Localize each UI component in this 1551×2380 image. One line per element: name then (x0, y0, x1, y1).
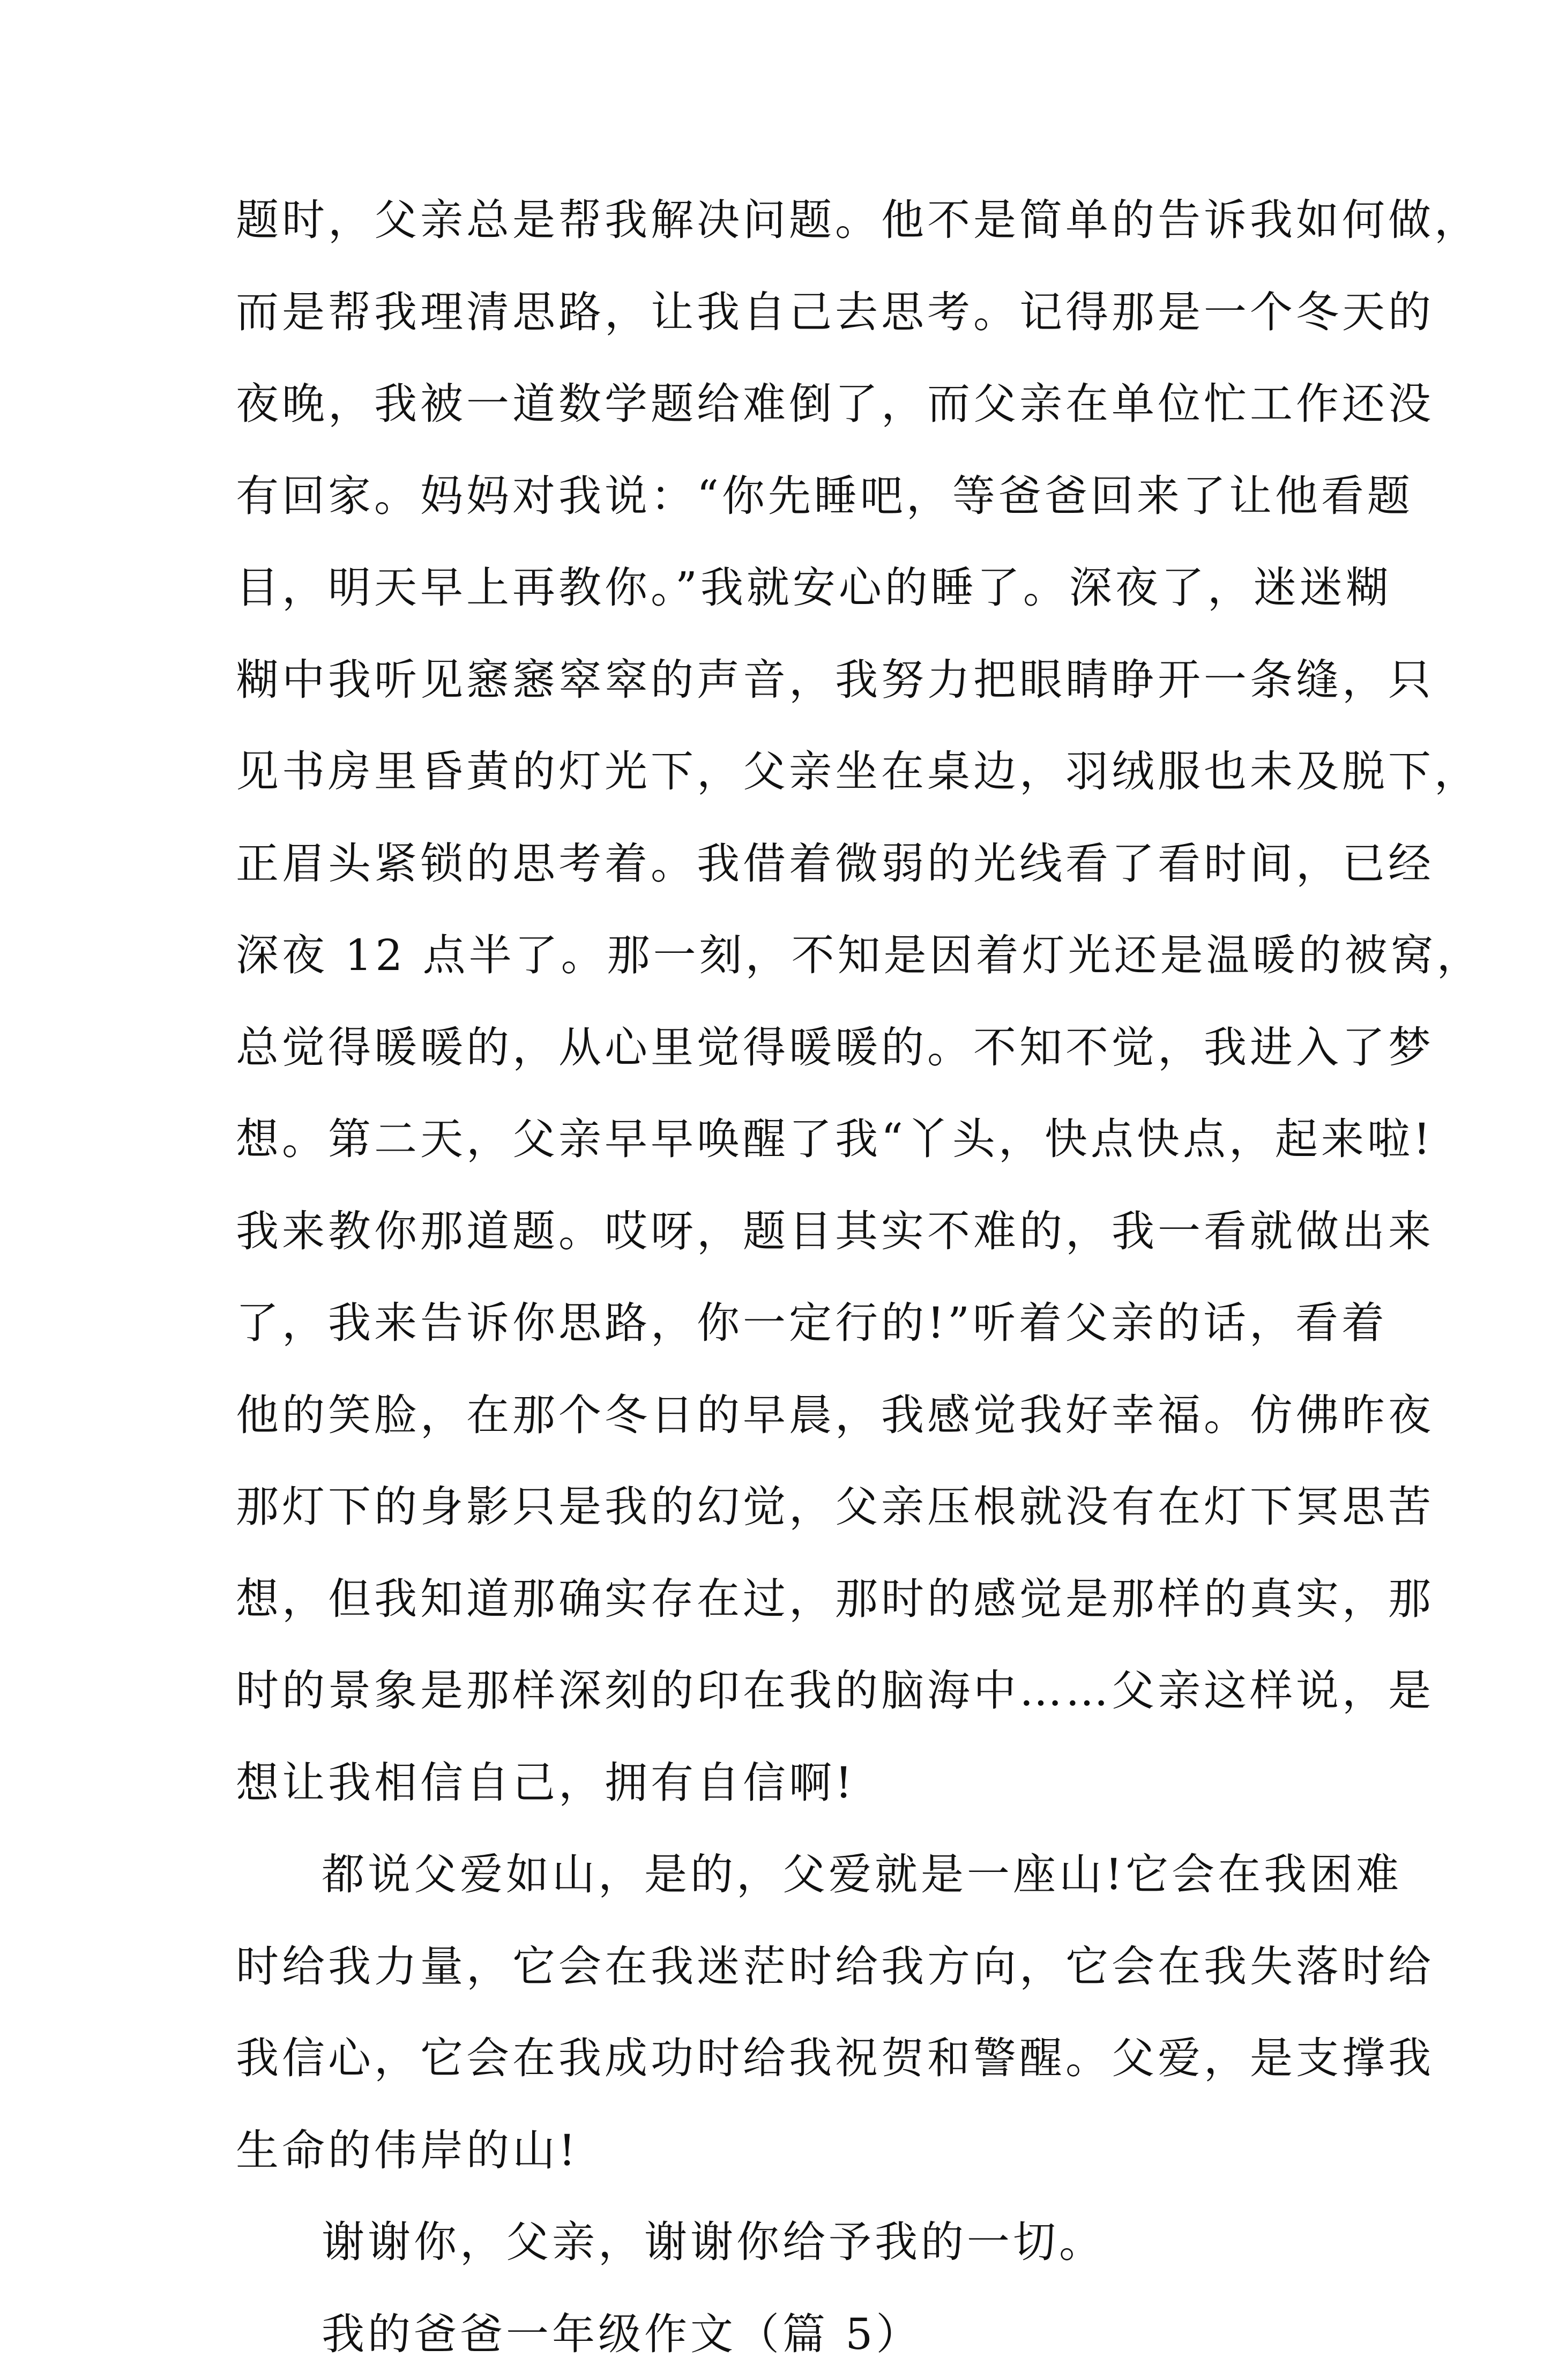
text-line: 那灯下的身影只是我的幻觉，父亲压根就没有在灯下冥思苦 (236, 1461, 1324, 1553)
text-line: 目，明天早上再教你。”我就安心的睡了。深夜了，迷迷糊 (236, 542, 1324, 634)
text-line: 他的笑脸，在那个冬日的早晨，我感觉我好幸福。仿佛昨夜 (236, 1369, 1324, 1461)
text-line: 题时，父亲总是帮我解决问题。他不是简单的告诉我如何做， (236, 174, 1324, 266)
text-line: 夜晚，我被一道数学题给难倒了，而父亲在单位忙工作还没 (236, 358, 1324, 450)
text-line: 我来教你那道题。哎呀，题目其实不难的，我一看就做出来 (236, 1185, 1324, 1278)
section-heading (236, 2288, 1324, 2380)
text-line: 谢谢你，父亲，谢谢你给予我的一切。 (236, 2196, 1324, 2288)
text-line: 了，我来告诉你思路，你一定行的!”听着父亲的话，看着 (236, 1277, 1324, 1369)
text-line: 想，但我知道那确实存在过，那时的感觉是那样的真实，那 (236, 1553, 1324, 1645)
text-line: 而是帮我理清思路，让我自己去思考。记得那是一个冬天的 (236, 266, 1324, 359)
text-line: 都说父爱如山，是的，父爱就是一座山!它会在我困难 (236, 1829, 1324, 1921)
text-line: 糊中我听见窸窸窣窣的声音，我努力把眼睛睁开一条缝，只 (236, 634, 1324, 726)
text-line: 我信心，它会在我成功时给我祝贺和警醒。父爱，是支撑我 (236, 2012, 1324, 2105)
text-line: 总觉得暖暖的，从心里觉得暖暖的。不知不觉，我进入了梦 (236, 1002, 1324, 1094)
text-line: 见书房里昏黄的灯光下，父亲坐在桌边，羽绒服也未及脱下， (236, 726, 1324, 818)
text-line: 生命的伟岸的山! (236, 2105, 1324, 2197)
text-line: 深夜 12 点半了。那一刻，不知是因着灯光还是温暖的被窝， (236, 909, 1324, 1002)
text-line: 想让我相信自己，拥有自信啊! (236, 1737, 1324, 1829)
text-line: 想。第二天，父亲早早唤醒了我“丫头，快点快点，起来啦! (236, 1093, 1324, 1185)
text-line: 有回家。妈妈对我说：“你先睡吧，等爸爸回来了让他看题 (236, 450, 1324, 542)
document-body (236, 174, 1324, 2380)
paragraph-2 (236, 1829, 1324, 2196)
text-line: 正眉头紧锁的思考着。我借着微弱的光线看了看时间，已经 (236, 818, 1324, 910)
text-line: 时给我力量，它会在我迷茫时给我方向，它会在我失落时给 (236, 1921, 1324, 2013)
paragraph-1 (236, 174, 1324, 1829)
heading-line: 我的爸爸一年级作文（篇 5） (236, 2288, 1324, 2380)
text-line: 时的景象是那样深刻的印在我的脑海中……父亲这样说，是 (236, 1645, 1324, 1737)
paragraph-3 (236, 2196, 1324, 2288)
